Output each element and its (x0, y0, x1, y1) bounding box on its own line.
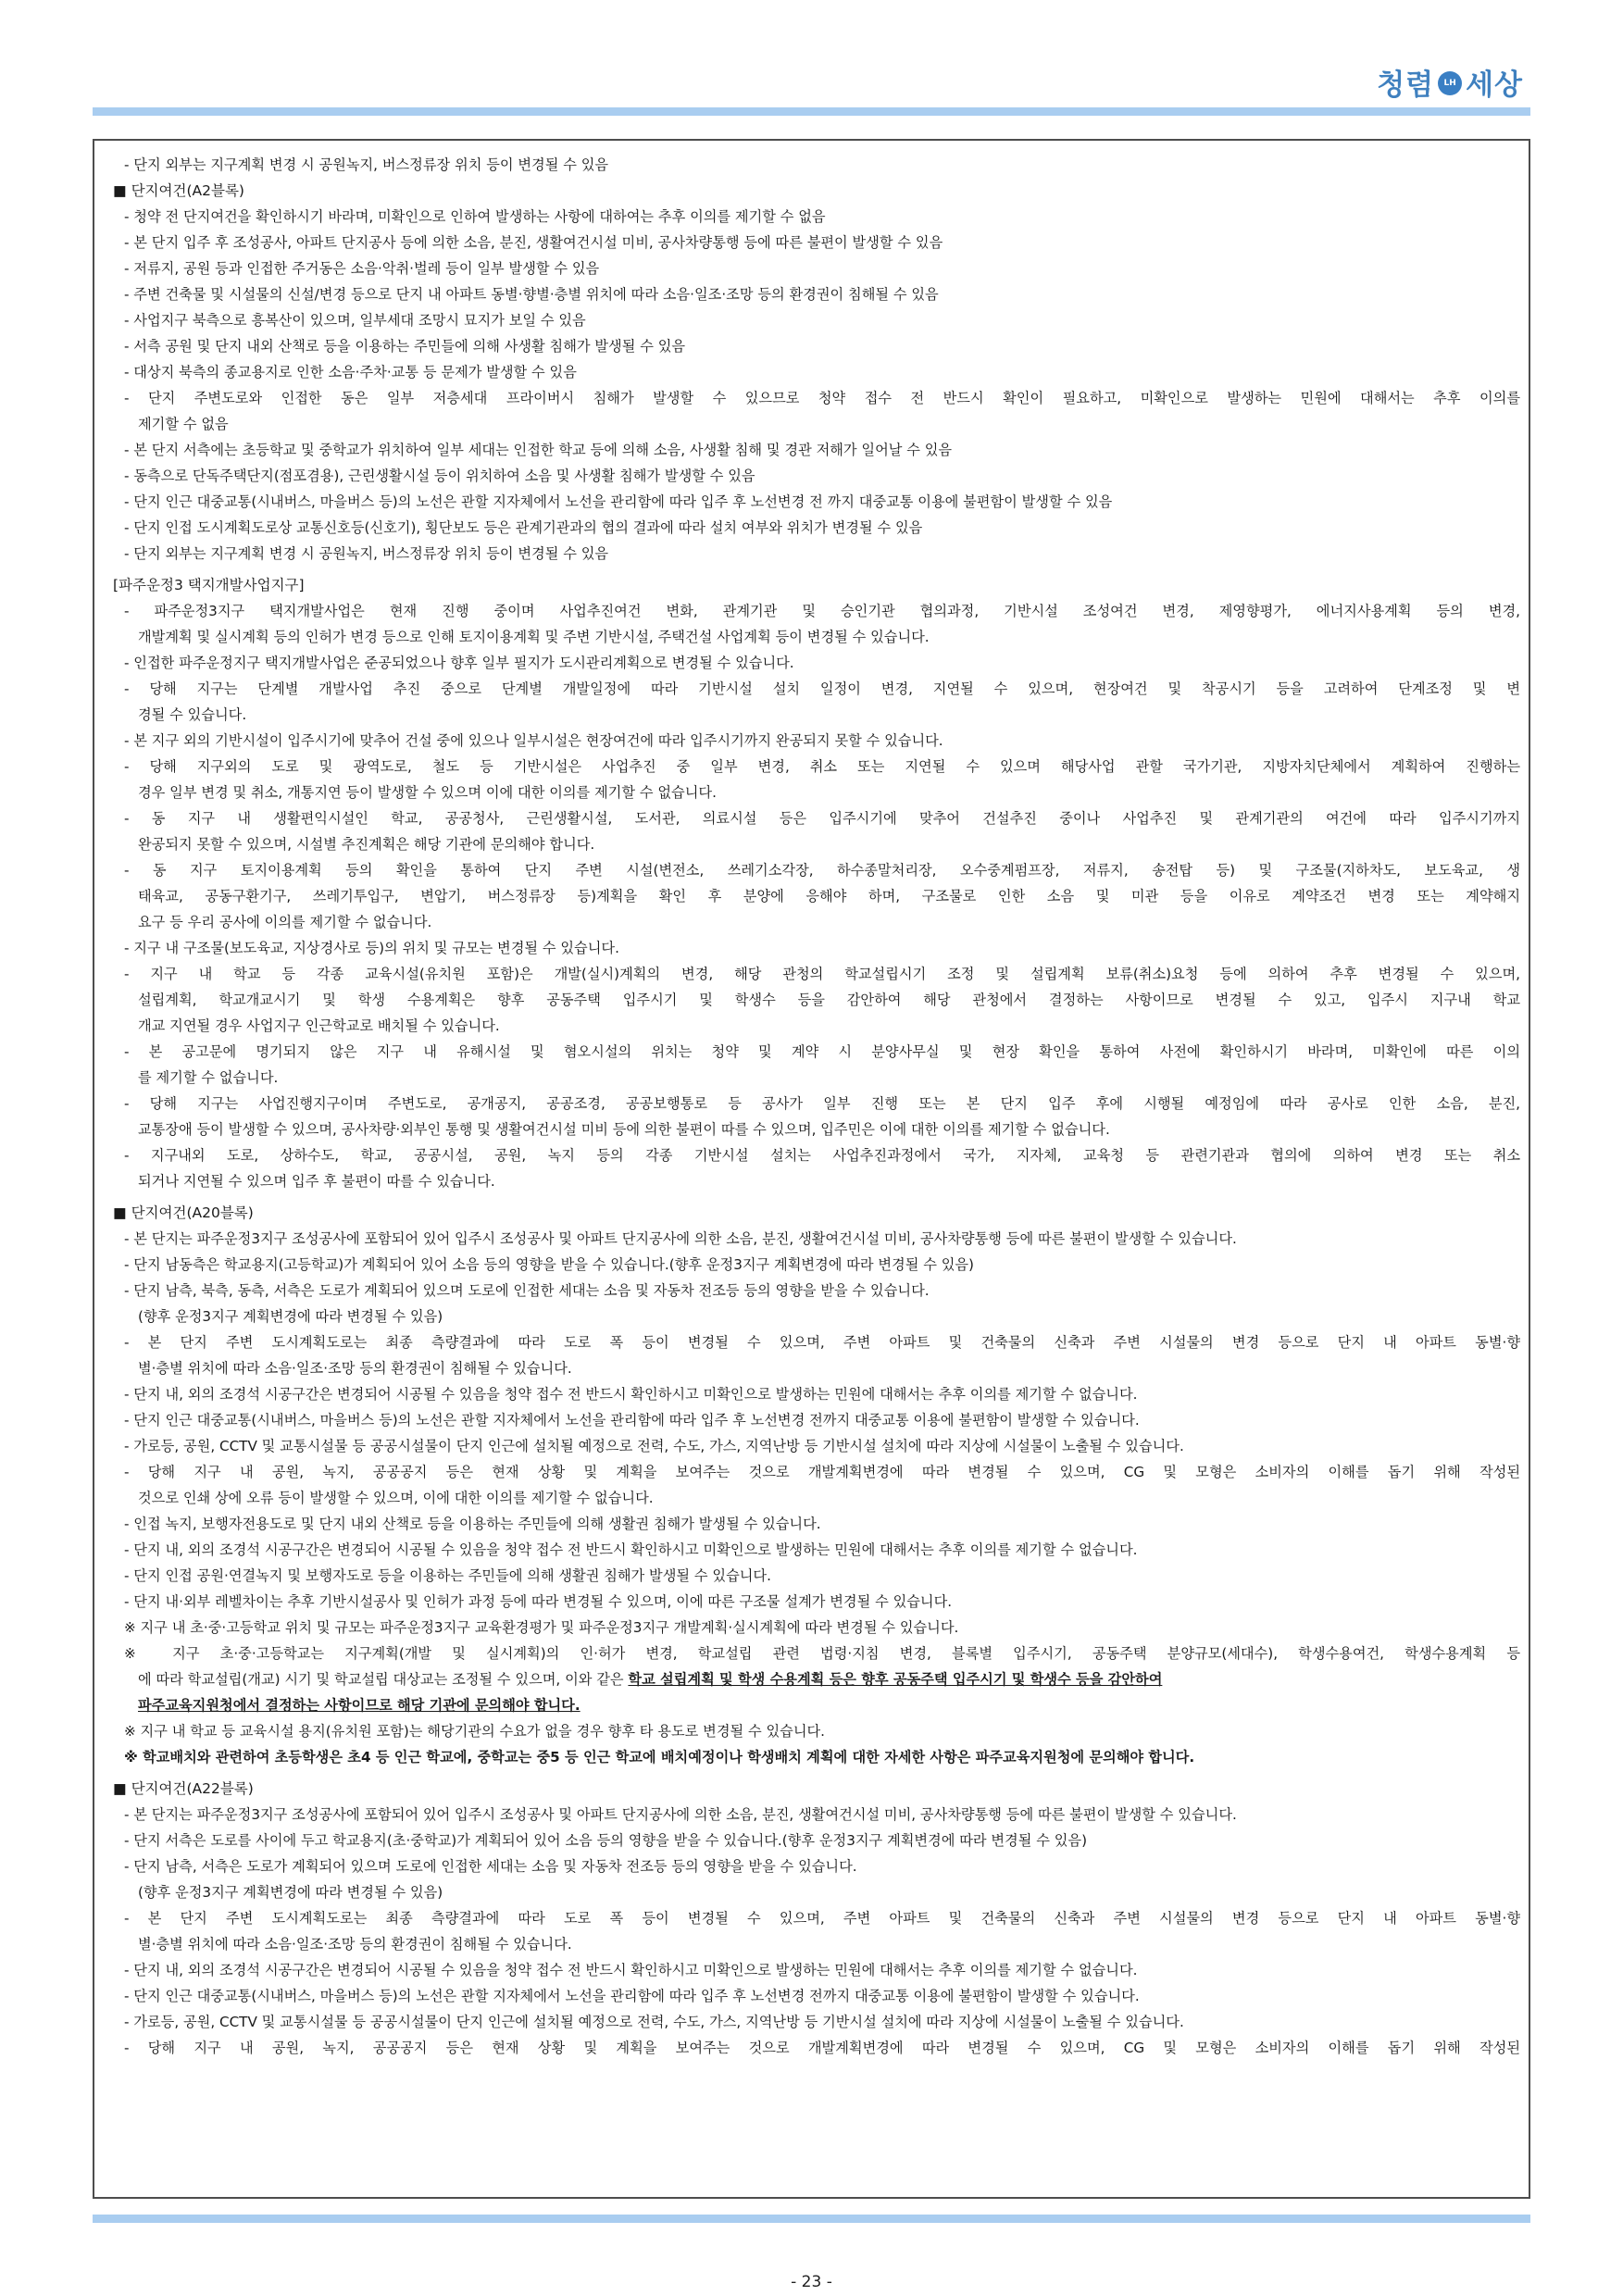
text-line: - 동 지구 토지이용계획 등의 확인을 통하여 단지 주변 시설(변전소, 쓰레기소각장, 하수종말처리장, 오수중계펌프장, 저류지, 송전탑 등) 및 구조물(지하차도, 보도육교, 생 (124, 862, 1520, 879)
page-number: - 23 - (791, 2273, 832, 2291)
text-line: - 단지 내, 외의 조경석 시공구간은 변경되어 시공될 수 있음을 청약 접수 전 반드시 확인하시고 미확인으로 발생하는 민원에 대해서는 추후 이의를 제기할 수 없습니다. (124, 1541, 1138, 1558)
text-line: - 단지 내·외부 레벨차이는 추후 기반시설공사 및 인허가 과정 등에 따라 변경될 수 있으며, 이에 따른 구조물 설계가 변경될 수 있습니다. (124, 1593, 953, 1610)
text-line: - 단지 외부는 지구계획 변경 시 공원녹지, 버스정류장 위치 등이 변경될 수 있음 (124, 156, 609, 173)
text-line: - 당해 지구는 단계별 개발사업 추진 중으로 단계별 개발일정에 따라 기반시설 설치 일정이 변경, 지연될 수 있으며, 현장여건 및 착공시기 등을 고려하여 단계조정 및 변 (124, 680, 1520, 697)
text-line: 완공되지 못할 수 있으며, 시설별 추진계획은 해당 기관에 문의해야 합니다. (138, 836, 595, 853)
text-line: - 단지 외부는 지구계획 변경 시 공원녹지, 버스정류장 위치 등이 변경될 수 있음 (124, 545, 609, 562)
text-line: 를 제기할 수 없습니다. (138, 1069, 279, 1086)
text-line: - 가로등, 공원, CCTV 및 교통시설물 등 공공시설물이 단지 인근에 설치될 예정으로 전력, 수도, 가스, 지역난방 등 기반시설 설치에 따라 지상에 시설물이 노출될 수 있습니다. (124, 2014, 1184, 2030)
text-line: - 본 단지는 파주운정3지구 조성공사에 포함되어 있어 입주시 조성공사 및 아파트 단지공사에 의한 소음, 분진, 생활여건시설 미비, 공사차량통행 등에 따른 불편이 발생할 수 있습니다. (124, 1230, 1237, 1247)
text-line: - 단지 서측은 도로를 사이에 두고 학교용지(초·중학교)가 계획되어 있어 소음 등의 영향을 받을 수 있습니다.(향후 운정3지구 계획변경에 따라 변경될 수 있음) (124, 1832, 1087, 1849)
text-line: - 청약 전 단지여건을 확인하시기 바라며, 미확인으로 인하여 발생하는 사항에 대하여는 추후 이의를 제기할 수 없음 (124, 208, 826, 225)
note-line: ※ 지구 초·중·고등학교는 지구계획(개발 및 실시계획)의 인·허가 변경, 학교설립 관련 법령·지침 변경, 블록별 입주시기, 공동주택 분양규모(세대수), 학생수용여건, 학생수용계획 등 (124, 1645, 1520, 1662)
text-line: - 지구내외 도로, 상하수도, 학교, 공공시설, 공원, 녹지 등의 각종 기반시설 설치는 사업추진과정에서 국가, 지자체, 교육청 등 관련기관과 협의에 의하여 변경 또는 취소 (124, 1147, 1520, 1164)
footer-rule (93, 2215, 1530, 2223)
text-line: - 저류지, 공원 등과 인접한 주거동은 소음·악취·벌레 등이 일부 발생할 수 있음 (124, 260, 600, 277)
text-line: 별·층별 위치에 따라 소음·일조·조망 등의 환경권이 침해될 수 있습니다. (138, 1360, 572, 1377)
text-line: - 단지 주변도로와 인접한 동은 일부 저층세대 프라이버시 침해가 발생할 수 있으므로 청약 접수 전 반드시 확인이 필요하고, 미확인으로 발생하는 민원에 대해서는 추후 이의를 (124, 390, 1520, 406)
note-line: ※ 학교배치와 관련하여 초등학생은 초4 등 인근 학교에, 중학교는 중5 등 인근 학교에 배치예정이나 학생배치 계획에 대한 자세한 사항은 파주교육지원청에 문의해야 합니다. (124, 1749, 1195, 1766)
text-line: - 단지 인접 도시계획도로상 교통신호등(신호기), 횡단보도 등은 관계기관과의 협의 결과에 따라 설치 여부와 위치가 변경될 수 있음 (124, 519, 923, 536)
text-line: - 주변 건축물 및 시설물의 신설/변경 등으로 단지 내 아파트 동별·향별·층별 위치에 따라 소음·일조·조망 등의 환경권이 침해될 수 있음 (124, 286, 939, 303)
text-line: - 인접 녹지, 보행자전용도로 및 단지 내외 산책로 등을 이용하는 주민들에 의해 생활권 침해가 발생될 수 있습니다. (124, 1516, 821, 1532)
text-line: 되거나 지연될 수 있으며 입주 후 불편이 따를 수 있습니다. (138, 1173, 495, 1190)
note-line (113, 1666, 1520, 1692)
text-line: - 당해 지구는 사업진행지구이며 주변도로, 공개공지, 공공조경, 공공보행통로 등 공사가 일부 진행 또는 본 단지 입주 후에 시행될 예정임에 따라 공사로 인한 소음, 분진, (124, 1095, 1520, 1112)
header-logo (1377, 61, 1523, 103)
text-line: - 본 단지 입주 후 조성공사, 아파트 단지공사 등에 의한 소음, 분진, 생활여건시설 미비, 공사차량통행 등에 따른 불편이 발생할 수 있음 (124, 234, 943, 251)
logo-mark-icon: LH (1438, 71, 1462, 95)
note-text: 에 따라 학교설립(개교) 시기 및 학교설립 대상교는 조정될 수 있으며, 이와 같은 (138, 1671, 629, 1688)
text-line: 경우 일부 변경 및 취소, 개통지연 등이 발생할 수 있으며 이에 대한 이의를 제기할 수 없습니다. (138, 784, 717, 801)
text-line: 것으로 인쇄 상에 오류 등이 발생할 수 있으며, 이에 대한 이의를 제기할 수 없습니다. (138, 1490, 654, 1506)
text-line: - 동측으로 단독주택단지(점포겸용), 근린생활시설 등이 위치하여 소음 및 사생활 침해가 발생할 수 있음 (124, 468, 755, 484)
text-line: - 서측 공원 및 단지 내외 산책로 등을 이용하는 주민들에 의해 사생활 침해가 발생될 수 있음 (124, 338, 686, 355)
text-line: - 단지 인근 대중교통(시내버스, 마을버스 등)의 노선은 관할 지자체에서 노선을 관리함에 따라 입주 후 노선변경 전까지 대중교통 이용에 불편함이 발생할 수 있습니다. (124, 1412, 1140, 1429)
text-line: - 인접한 파주운정지구 택지개발사업은 준공되었으나 향후 일부 필지가 도시관리계획으로 변경될 수 있습니다. (124, 655, 794, 671)
text-line: - 단지 남측, 서측은 도로가 계획되어 있으며 도로에 인접한 세대는 소음 및 자동차 전조등 등의 영향을 받을 수 있습니다. (124, 1858, 857, 1875)
logo-text-right: 세상 (1466, 69, 1523, 102)
note-line: ※ 지구 내 학교 등 교육시설 용지(유치원 포함)는 해당기관의 수요가 없을 경우 향후 타 용도로 변경될 수 있습니다. (124, 1723, 826, 1740)
text-line: - 지구 내 학교 등 각종 교육시설(유치원 포함)은 개발(실시)계획의 변경, 해당 관청의 학교설립시기 조정 및 설립계획 보류(취소)요청 등에 의하여 추후 변경될 수 있으며, (124, 966, 1520, 982)
text-line: (향후 운정3지구 계획변경에 따라 변경될 수 있음) (138, 1308, 443, 1325)
text-line: - 당해 지구외의 도로 및 광역도로, 철도 등 기반시설은 사업추진 중 일부 변경, 취소 또는 지연될 수 있으며 해당사업 관할 국가기관, 지방자치단체에서 계획하여 진행하는 (124, 758, 1520, 775)
text-line: - 동 지구 내 생활편익시설인 학교, 공공청사, 근린생활시설, 도서관, 의료시설 등은 입주시기에 맞추어 건설추진 중이나 사업추진 및 관계기관의 여건에 따라 입주시기까지 (124, 810, 1520, 827)
note-emphasis: 파주교육지원청에서 결정하는 사항이므로 해당 기관에 문의해야 합니다. (138, 1697, 581, 1714)
text-line: - 단지 인접 공원·연결녹지 및 보행자도로 등을 이용하는 주민들에 의해 생활권 침해가 발생될 수 있습니다. (124, 1567, 771, 1584)
text-line: - 본 공고문에 명기되지 않은 지구 내 유해시설 및 혐오시설의 위치는 청약 및 계약 시 분양사무실 및 현장 확인을 통하여 사전에 확인하시기 바라며, 미확인에 따른 이의 (124, 1043, 1520, 1060)
section-heading-district: [파주운정3 택지개발사업지구] (113, 577, 305, 593)
text-line: 개발계획 및 실시계획 등의 인허가 변경 등으로 인해 토지이용계획 및 주변 기반시설, 주택건설 사업계획 등이 변경될 수 있습니다. (138, 629, 930, 645)
text-line: - 파주운정3지구 택지개발사업은 현재 진행 중이며 사업추진여건 변화, 관계기관 및 승인기관 협의과정, 기반시설 조성여건 변경, 제영향평가, 에너지사용계획 등의 변경, (124, 603, 1520, 619)
text-line: 요구 등 우리 공사에 이의를 제기할 수 없습니다. (138, 914, 432, 930)
text-line: - 단지 내, 외의 조경석 시공구간은 변경되어 시공될 수 있음을 청약 접수 전 반드시 확인하시고 미확인으로 발생하는 민원에 대해서는 추후 이의를 제기할 수 없습니다. (124, 1386, 1138, 1403)
text-line: - 단지 내, 외의 조경석 시공구간은 변경되어 시공될 수 있음을 청약 접수 전 반드시 확인하시고 미확인으로 발생하는 민원에 대해서는 추후 이의를 제기할 수 없습니다. (124, 1962, 1138, 1978)
text-line: - 본 단지 서측에는 초등학교 및 중학교가 위치하여 일부 세대는 인접한 학교 등에 의해 소음, 사생활 침해 및 경관 저해가 일어날 수 있음 (124, 442, 953, 458)
text-line: 태육교, 공동구환기구, 쓰레기투입구, 변압기, 버스정류장 등)계획을 확인 후 분양에 응해야 하며, 구조물로 인한 소음 및 미관 등을 이유로 계약조건 변경 또는 계약해지 (138, 888, 1520, 905)
section-heading-a22: ■ 단지여건(A22블록) (113, 1780, 254, 1797)
text-line: 설립계획, 학교개교시기 및 학생 수용계획은 향후 공동주택 입주시기 및 학생수 등을 감안하여 해당 관청에서 결정하는 사항이므로 변경될 수 있고, 입주시 지구내 학교 (138, 992, 1520, 1008)
section-heading-a2: ■ 단지여건(A2블록) (113, 182, 244, 199)
text-line: - 단지 남측, 북측, 동측, 서측은 도로가 계획되어 있으며 도로에 인접한 세대는 소음 및 자동차 전조등 등의 영향을 받을 수 있습니다. (124, 1282, 930, 1299)
note-emphasis: 학교 설립계획 및 학생 수용계획 등은 향후 공동주택 입주시기 및 학생수 등을 감안하여 (628, 1671, 1163, 1688)
text-line: - 본 단지 주변 도시계획도로는 최종 측량결과에 따라 도로 폭 등이 변경될 수 있으며, 주변 아파트 및 건축물의 신축과 주변 시설물의 변경 등으로 단지 내 아파트 동별·향 (124, 1910, 1520, 1927)
document-body (113, 152, 1520, 2061)
text-line: - 단지 인근 대중교통(시내버스, 마을버스 등)의 노선은 관할 지자체에서 노선을 관리함에 따라 입주 후 노선변경 전 까지 대중교통 이용에 불편함이 발생할 수 있음 (124, 493, 1113, 510)
text-line: - 당해 지구 내 공원, 녹지, 공공공지 등은 현재 상황 및 계획을 보여주는 것으로 개발계획변경에 따라 변경될 수 있으며, CG 및 모형은 소비자의 이해를 돕기 위해 작성된 (124, 2040, 1520, 2056)
logo-text-left: 청렴 (1377, 69, 1435, 102)
text-line: - 지구 내 구조물(보도육교, 지상경사로 등)의 위치 및 규모는 변경될 수 있습니다. (124, 940, 619, 956)
text-line: - 대상지 북측의 종교용지로 인한 소음·주차·교통 등 문제가 발생할 수 있음 (124, 364, 577, 381)
text-line: - 단지 인근 대중교통(시내버스, 마을버스 등)의 노선은 관할 지자체에서 노선을 관리함에 따라 입주 후 노선변경 전까지 대중교통 이용에 불편함이 발생할 수 있습니다. (124, 1988, 1140, 2004)
note-line: ※ 지구 내 초·중·고등학교 위치 및 규모는 파주운정3지구 교육환경평가 및 파주운정3지구 개발계획·실시계획에 따라 변경될 수 있습니다. (124, 1619, 959, 1636)
text-line: (향후 운정3지구 계획변경에 따라 변경될 수 있음) (138, 1884, 443, 1901)
text-line: 별·층별 위치에 따라 소음·일조·조망 등의 환경권이 침해될 수 있습니다. (138, 1936, 572, 1953)
note-line (113, 1692, 1520, 1718)
text-line: - 사업지구 북측으로 흥복산이 있으며, 일부세대 조망시 묘지가 보일 수 있음 (124, 312, 586, 329)
text-line: 교통장애 등이 발생할 수 있으며, 공사차량·외부인 통행 및 생활여건시설 미비 등에 의한 불편이 따를 수 있으며, 입주민은 이에 대한 이의를 제기할 수 없습니다. (138, 1121, 1110, 1138)
text-line: 제기할 수 없음 (138, 416, 229, 432)
section-heading-a20: ■ 단지여건(A20블록) (113, 1204, 254, 1221)
text-line: 경될 수 있습니다. (138, 706, 247, 723)
text-line: - 본 지구 외의 기반시설이 입주시기에 맞추어 건설 중에 있으나 일부시설은 현장여건에 따라 입주시기까지 완공되지 못할 수 있습니다. (124, 732, 943, 749)
text-line: 개교 지연될 경우 사업지구 인근학교로 배치될 수 있습니다. (138, 1017, 500, 1034)
header-rule (93, 107, 1530, 116)
text-line: - 단지 남동측은 학교용지(고등학교)가 계획되어 있어 소음 등의 영향을 받을 수 있습니다.(향후 운정3지구 계획변경에 따라 변경될 수 있음) (124, 1256, 974, 1273)
text-line: - 본 단지 주변 도시계획도로는 최종 측량결과에 따라 도로 폭 등이 변경될 수 있으며, 주변 아파트 및 건축물의 신축과 주변 시설물의 변경 등으로 단지 내 아파트 동별·향 (124, 1334, 1520, 1351)
text-line: - 본 단지는 파주운정3지구 조성공사에 포함되어 있어 입주시 조성공사 및 아파트 단지공사에 의한 소음, 분진, 생활여건시설 미비, 공사차량통행 등에 따른 불편이 발생할 수 있습니다. (124, 1806, 1237, 1823)
text-line: - 가로등, 공원, CCTV 및 교통시설물 등 공공시설물이 단지 인근에 설치될 예정으로 전력, 수도, 가스, 지역난방 등 기반시설 설치에 따라 지상에 시설물이 노출될 수 있습니다. (124, 1438, 1184, 1454)
text-line: - 당해 지구 내 공원, 녹지, 공공공지 등은 현재 상황 및 계획을 보여주는 것으로 개발계획변경에 따라 변경될 수 있으며, CG 및 모형은 소비자의 이해를 돕기 위해 작성된 (124, 1464, 1520, 1480)
